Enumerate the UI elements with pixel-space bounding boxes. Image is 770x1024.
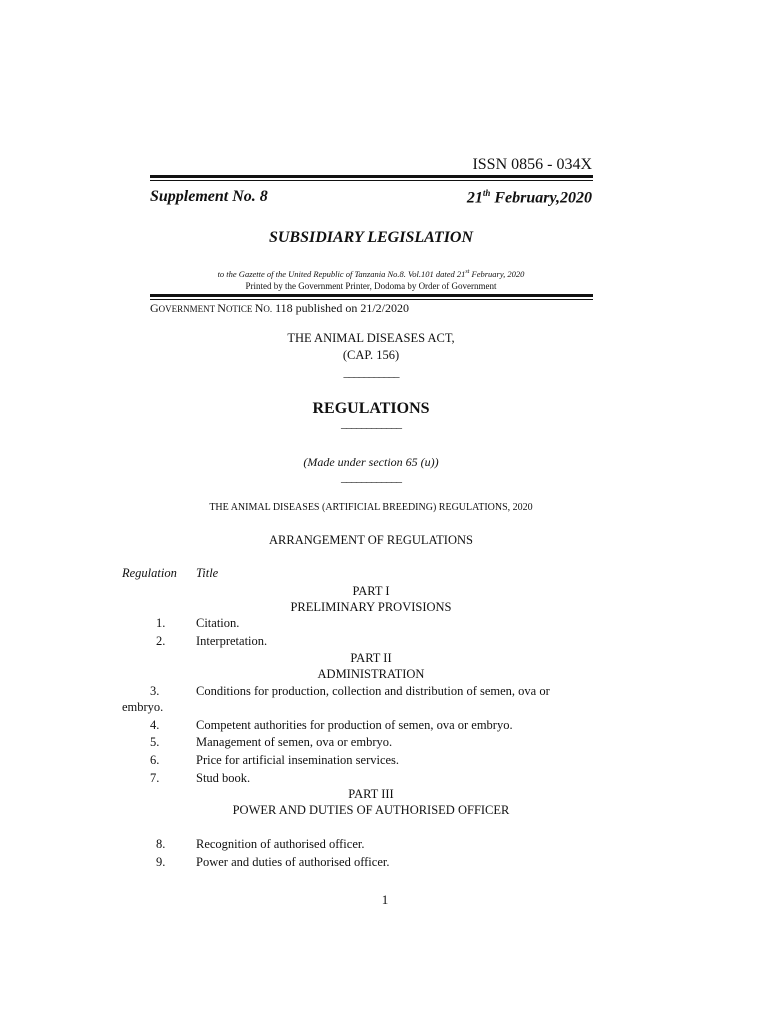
gn-o: O. xyxy=(263,304,273,314)
regulations-full-title: THE ANIMAL DISEASES (ARTIFICIAL BREEDING) REGULATIONS, 2020 xyxy=(209,502,533,513)
item-text: Recognition of authorised officer. xyxy=(196,837,365,851)
item-text: Conditions for production, collection and distribution of semen, ova or xyxy=(196,684,550,698)
printer-line: Printed by the Government Printer, Dodoma by Order of Government xyxy=(245,281,497,291)
gn-g: G xyxy=(150,301,159,315)
gn-overnment: OVERNMENT xyxy=(158,304,218,314)
item-text: Stud book. xyxy=(196,771,251,785)
item-text: Price for artificial insemination services. xyxy=(196,753,400,767)
made-under-section: (Made under section 65 (u)) xyxy=(303,455,439,469)
item-number: 5. xyxy=(150,735,160,749)
item-text: Power and duties of authorised officer. xyxy=(196,855,390,869)
part-label: PART III xyxy=(348,787,394,801)
part-title: PRELIMINARY PROVISIONS xyxy=(290,600,452,614)
item-text: Citation. xyxy=(196,616,240,630)
gn-no: N xyxy=(254,301,264,315)
part-label: PART I xyxy=(352,584,390,598)
item-number: 3. xyxy=(150,684,160,698)
gazette-text-a: to the Gazette of the United Republic of Tanzania No.8. Vol.101 dated 21 xyxy=(217,269,466,279)
item-number: 2. xyxy=(156,634,166,648)
item-text: Management of semen, ova or embryo. xyxy=(196,735,393,749)
item-number: 4. xyxy=(150,718,160,732)
subsidiary-legislation-title: SUBSIDIARY LEGISLATION xyxy=(268,229,474,246)
act-heading xyxy=(150,330,592,381)
item-number: 1. xyxy=(156,616,166,630)
government-notice xyxy=(150,301,409,316)
item-number: 8. xyxy=(156,837,166,851)
item-number: 6. xyxy=(150,753,160,767)
notice-rule-thick xyxy=(150,294,593,297)
header-rule-thick xyxy=(150,175,593,178)
regulations-heading xyxy=(150,400,592,428)
date-suffix: th xyxy=(482,188,491,198)
gn-n: N xyxy=(217,301,226,315)
gazette-sup: st xyxy=(465,269,470,276)
header-rule-thin xyxy=(150,180,593,181)
page-number: 1 xyxy=(381,892,389,907)
item-text: Interpretation. xyxy=(196,634,268,648)
notice-rule-thin xyxy=(150,299,593,300)
part-label: PART II xyxy=(350,651,392,665)
date-rest: February,2020 xyxy=(490,189,592,207)
made-under-block xyxy=(150,455,592,484)
gazette-text-b: February, 2020 xyxy=(469,269,525,279)
part-heading xyxy=(150,650,592,682)
date-day: 21 xyxy=(466,189,483,207)
act-name: THE ANIMAL DISEASES ACT, xyxy=(287,331,455,345)
item-text: Competent authorities for production of semen, ova or embryo. xyxy=(196,718,513,732)
supplement-date xyxy=(467,188,592,207)
gn-rest: 118 published on 21/2/2020 xyxy=(272,301,409,315)
supplement-number: Supplement No. 8 xyxy=(150,188,268,205)
item-text-wrap: embryo. xyxy=(122,700,164,714)
part-title: POWER AND DUTIES OF AUTHORISED OFFICER xyxy=(232,803,510,817)
part-title: ADMINISTRATION xyxy=(317,667,425,681)
act-divider: ___________ xyxy=(343,365,399,379)
gn-otice: OTICE xyxy=(225,304,255,314)
made-under-divider: ____________ xyxy=(341,470,401,484)
item-number: 7. xyxy=(150,771,160,785)
regulations-divider: ____________ xyxy=(341,416,401,430)
column-title: Title xyxy=(196,566,219,580)
part-heading xyxy=(150,583,592,615)
part-heading xyxy=(150,786,592,818)
regulations-title: REGULATIONS xyxy=(312,400,430,417)
arrangement-heading: ARRANGEMENT OF REGULATIONS xyxy=(269,533,473,547)
column-regulation: Regulation xyxy=(122,566,177,580)
act-cap: (CAP. 156) xyxy=(342,348,400,362)
gazette-reference xyxy=(150,269,592,279)
item-number: 9. xyxy=(156,855,166,869)
issn-number: ISSN 0856 - 034X xyxy=(472,156,592,173)
